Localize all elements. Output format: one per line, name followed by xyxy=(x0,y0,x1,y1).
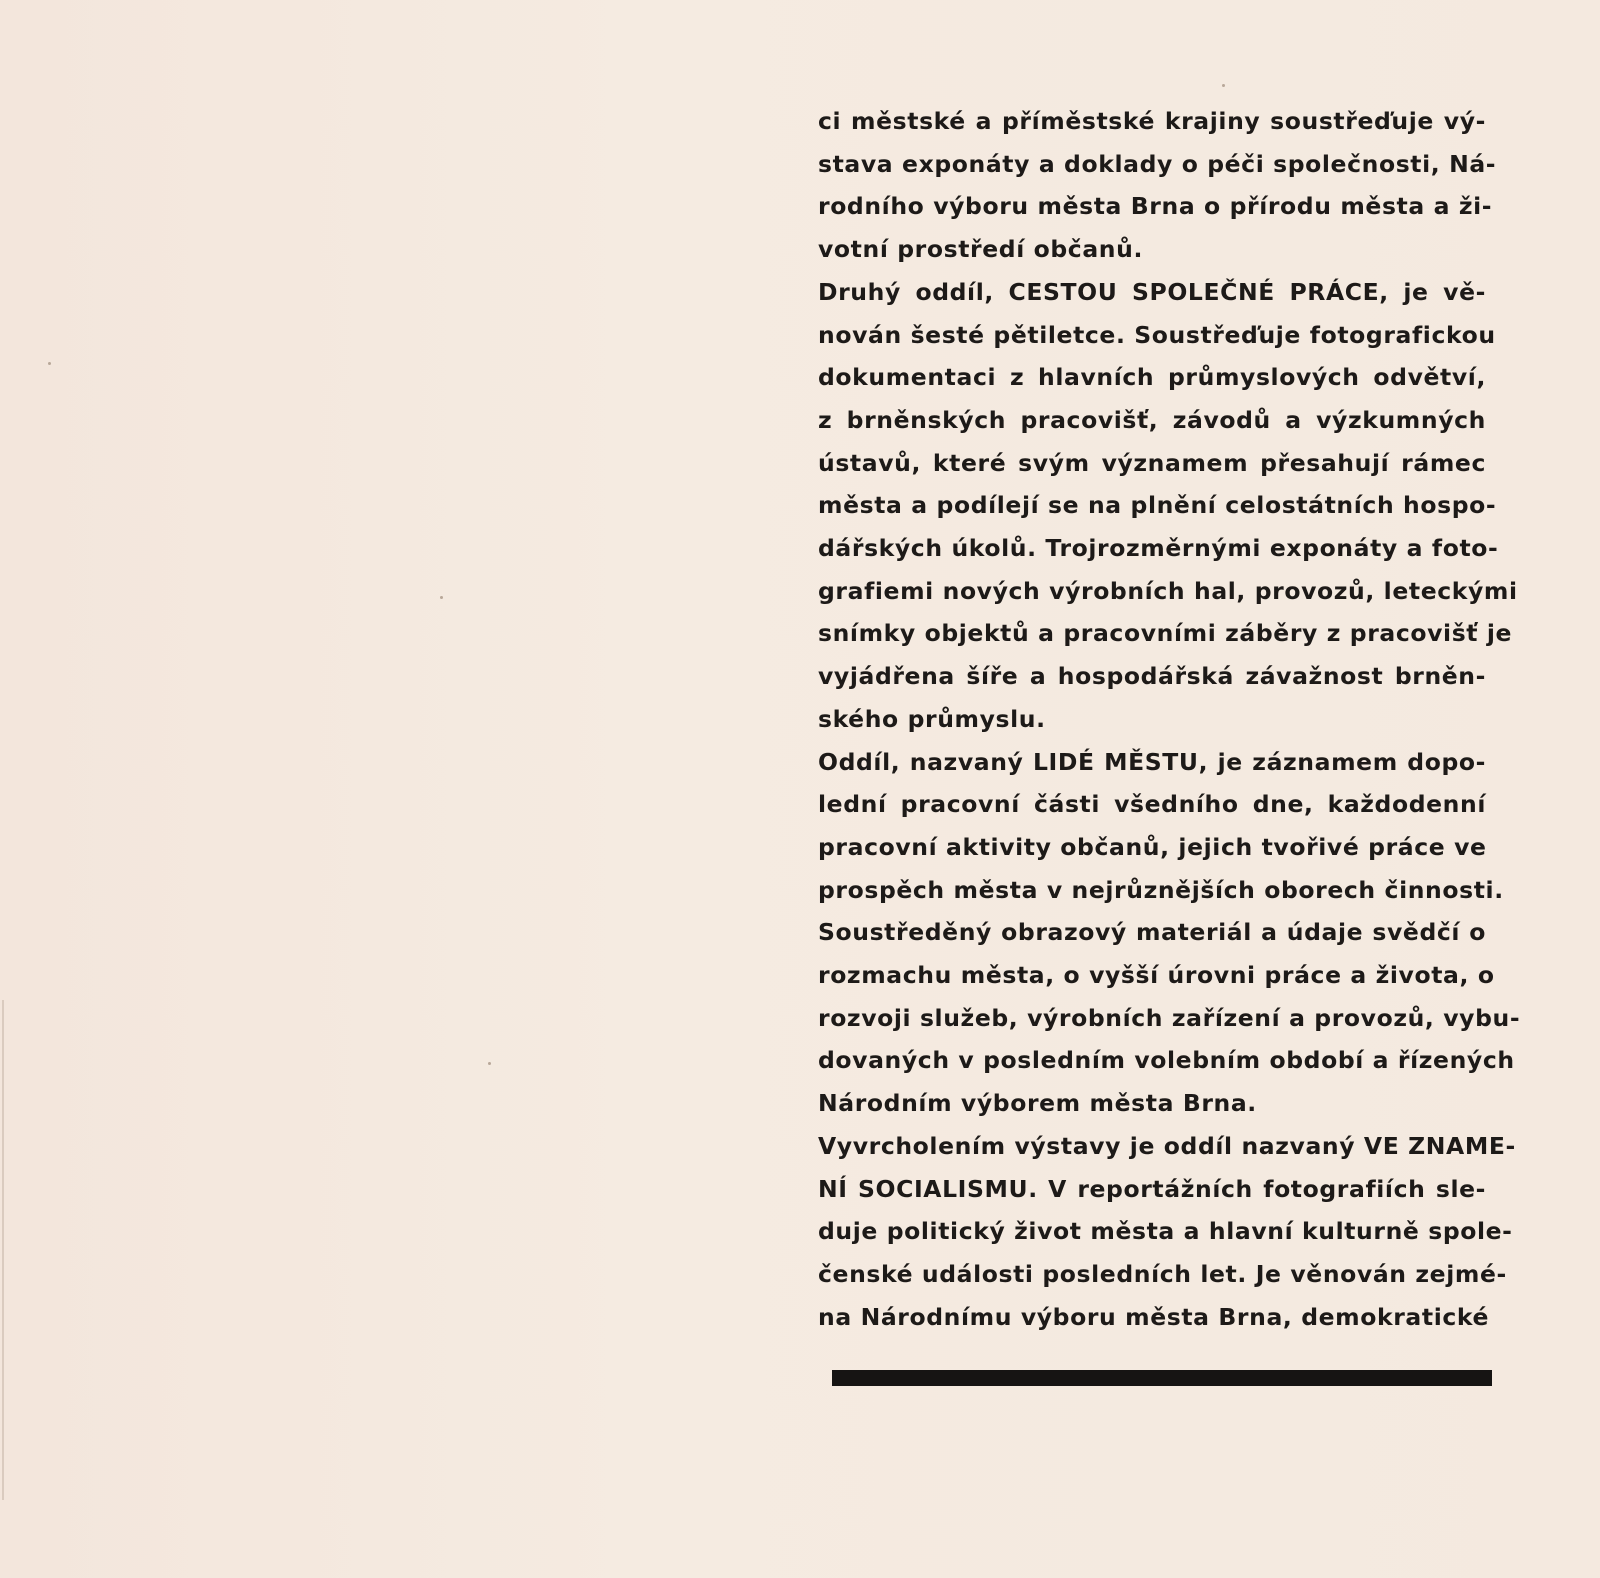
body-text xyxy=(818,100,1521,1338)
text-line: ci městské a příměstské krajiny soustřeďuje vý- xyxy=(818,107,1486,135)
text-line: vyjádřena šíře a hospodářská závažnost brněn- xyxy=(818,662,1486,691)
text-line: Národním výborem města Brna. xyxy=(818,1089,1257,1118)
text-line: Soustředěný obrazový materiál a údaje svědčí o xyxy=(818,918,1486,947)
text-line: nován šesté pětiletce. Soustřeďuje fotografickou xyxy=(818,320,1496,349)
text-line: Vyvrcholením výstavy je oddíl nazvaný VE ZNAME- xyxy=(818,1131,1516,1160)
text-line: Oddíl, nazvaný LIDÉ MĚSTU, je záznamem dopo- xyxy=(818,747,1486,776)
text-line: dovaných v posledním volebním období a řízených xyxy=(818,1046,1515,1075)
horizontal-rule xyxy=(832,1370,1492,1386)
text-line: duje politický život města a hlavní kulturně spole- xyxy=(818,1217,1513,1246)
text-line: Druhý oddíl, CESTOU SPOLEČNÉ PRÁCE, je vě- xyxy=(818,277,1486,306)
text-line: rodního výboru města Brna o přírodu města a ži- xyxy=(818,192,1493,221)
text-line: města a podílejí se na plnění celostátních hospo- xyxy=(818,491,1497,520)
text-line: dokumentaci z hlavních průmyslových odvětví, xyxy=(818,363,1486,392)
paper-speck xyxy=(488,1062,491,1065)
text-line: ského průmyslu. xyxy=(818,704,1046,733)
text-line: NÍ SOCIALISMU. V reportážních fotografiích sle- xyxy=(818,1174,1486,1203)
paper-speck xyxy=(48,362,51,365)
text-line: z brněnských pracovišť, závodů a výzkumných xyxy=(818,405,1486,434)
text-line: čenské události posledních let. Je věnován zejmé- xyxy=(818,1259,1507,1288)
paper-speck xyxy=(1222,84,1225,87)
text-line: na Národnímu výboru města Brna, demokratické xyxy=(818,1302,1490,1331)
text-line: votní prostředí občanů. xyxy=(818,235,1143,264)
text-line: dářských úkolů. Trojrozměrnými exponáty a foto- xyxy=(818,534,1499,563)
text-line: rozmachu města, o vyšší úrovni práce a života, o xyxy=(818,961,1495,990)
text-line: rozvoji služeb, výrobních zařízení a provozů, vybu- xyxy=(818,1003,1521,1032)
text-line: lední pracovní části všedního dne, každodenní xyxy=(818,790,1486,819)
text-line: prospěch města v nejrůznějších oborech činnosti. xyxy=(818,875,1504,904)
page-edge-shadow xyxy=(2,1000,4,1500)
text-line: grafiemi nových výrobních hal, provozů, leteckými xyxy=(818,576,1518,605)
text-line: snímky objektů a pracovními záběry z pracovišť je xyxy=(818,619,1513,648)
text-line: ústavů, které svým významem přesahují rámec xyxy=(818,448,1486,477)
text-line: stava exponáty a doklady o péči společnosti, Ná- xyxy=(818,149,1497,178)
paper-speck xyxy=(440,596,443,599)
text-line: pracovní aktivity občanů, jejich tvořivé práce ve xyxy=(818,832,1487,861)
